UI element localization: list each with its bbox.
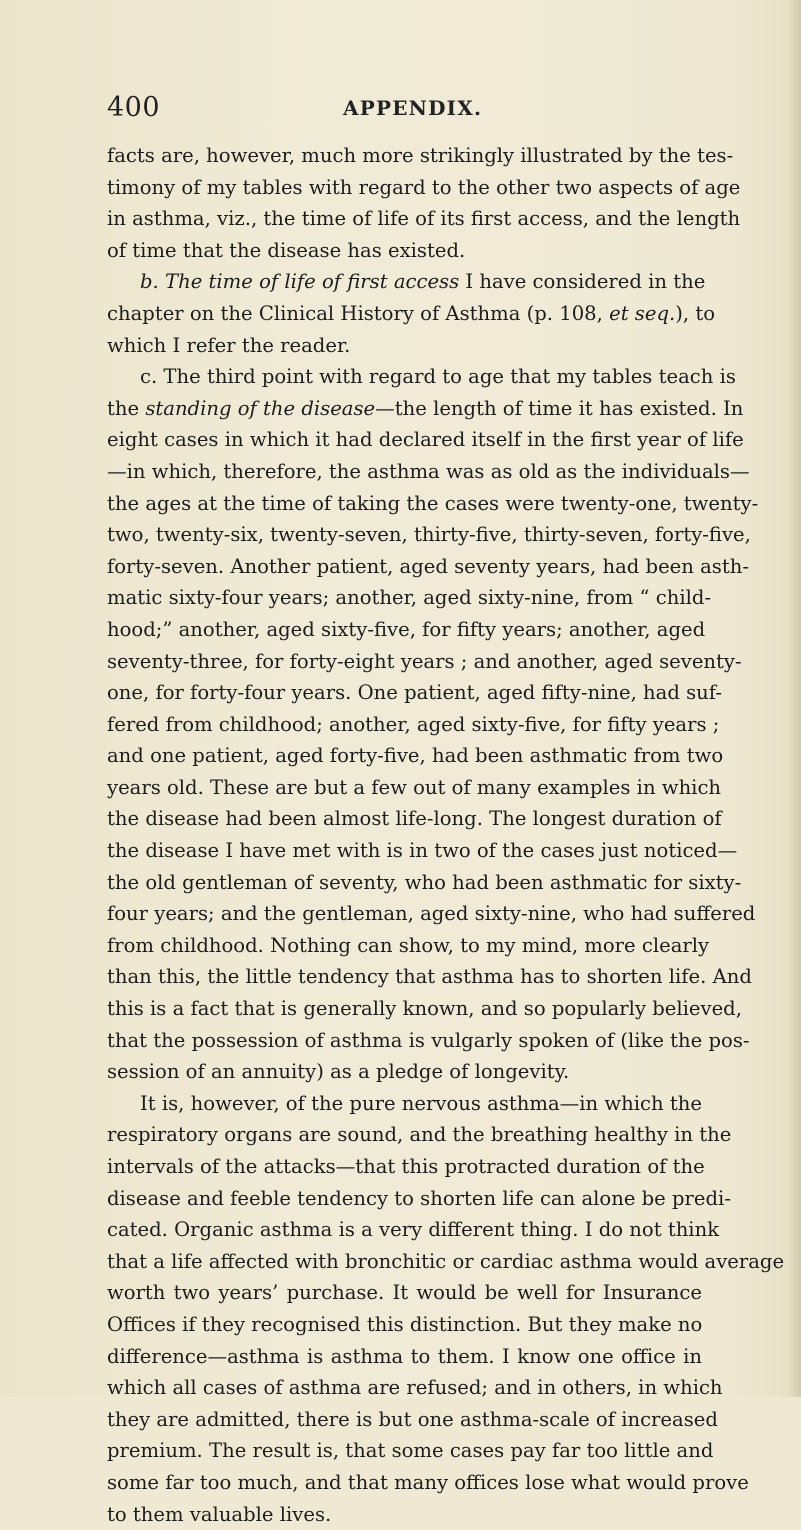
- running-head: APPENDIX.: [343, 96, 483, 120]
- text-line: the disease had been almost life-long. The longest duration of: [107, 807, 722, 831]
- text-line: seventy-three, for forty-eight years ; and another, aged seventy-: [107, 649, 742, 673]
- page-edge-shadow: [787, 0, 801, 1397]
- text-line: —in which, therefore, the asthma was as old as the individuals—: [107, 459, 750, 483]
- text-line: forty-seven. Another patient, aged seventy years, had been asth-: [107, 554, 749, 578]
- text-line: this is a fact that is generally known, and so popularly believed,: [107, 997, 742, 1021]
- text-line: premium. The result is, that some cases pay far too little and: [107, 1439, 714, 1463]
- text-line: in asthma, viz., the time of life of its first access, and the length: [107, 207, 741, 231]
- text-line: that the possession of asthma is vulgarly spoken of (like the pos-: [107, 1028, 750, 1052]
- text-line: of time that the disease has existed.: [107, 238, 466, 262]
- page-number: 400: [107, 92, 161, 123]
- body-text: [107, 140, 785, 1530]
- text-line: the standing of the disease—the length of time it has existed. In: [107, 396, 744, 420]
- text-line: which all cases of asthma are refused; and in others, in which: [107, 1376, 723, 1400]
- text-line: Offices if they recognised this distinction. But they make no: [107, 1312, 703, 1336]
- text-line: worth two years’ purchase. It would be well for Insurance: [107, 1281, 702, 1305]
- text-line: some far too much, and that many offices lose what would prove: [107, 1470, 749, 1494]
- text-line: intervals of the attacks—that this protracted duration of the: [107, 1155, 705, 1178]
- text-line: from childhood. Nothing can show, to my mind, more clearly: [107, 933, 710, 957]
- text-line: c. The third point with regard to age that my tables teach is: [140, 365, 736, 389]
- text-line: which I refer the reader.: [107, 333, 351, 357]
- page-header: [107, 92, 702, 136]
- text-line: than this, the little tendency that asthma has to shorten life. And: [107, 965, 752, 989]
- text-line: to them valuable lives.: [107, 1502, 332, 1526]
- text-line: eight cases in which it had declared itself in the first year of life: [107, 428, 744, 452]
- text-line: fered from childhood; another, aged sixty-five, for fifty years ;: [107, 712, 720, 736]
- text-line: two, twenty-six, twenty-seven, thirty-five, thirty-seven, forty-five,: [107, 523, 751, 547]
- text-line: facts are, however, much more strikingly illustrated by the tes-: [107, 144, 734, 167]
- text-line: respiratory organs are sound, and the breathing healthy in the: [107, 1123, 732, 1147]
- text-line: four years; and the gentleman, aged sixty-nine, who had suffered: [107, 902, 756, 926]
- text-line: It is, however, of the pure nervous asthma—in which the: [140, 1091, 702, 1115]
- text-line: the ages at the time of taking the cases were twenty-one, twenty-: [107, 491, 759, 515]
- text-line: hood;” another, aged sixty-five, for fifty years; another, aged: [107, 617, 706, 641]
- text-line: disease and feeble tendency to shorten life can alone be predi-: [107, 1186, 731, 1210]
- text-line: the old gentleman of seventy, who had been asthmatic for sixty-: [107, 870, 742, 894]
- text-line: timony of my tables with regard to the other two aspects of age: [107, 175, 741, 199]
- text-line: difference—asthma is asthma to them. I know one office in: [107, 1344, 702, 1368]
- text-line: the disease I have met with is in two of the cases just noticed—: [107, 839, 738, 863]
- section-marker-b: b.: [140, 270, 159, 294]
- text-line: cated. Organic asthma is a very different thing. I do not think: [107, 1218, 720, 1242]
- text-line: matic sixty-four years; another, aged sixty-nine, from “ child-: [107, 586, 712, 610]
- text-line: that a life affected with bronchitic or cardiac asthma would average: [107, 1249, 785, 1273]
- text-line: one, for forty-four years. One patient, aged fifty-nine, had suf-: [107, 681, 722, 705]
- text-line-b: [107, 266, 706, 298]
- text-line: and one patient, aged forty-five, had been asthmatic from two: [107, 744, 724, 768]
- text-line: chapter on the Clinical History of Asthma (p. 108, et seq.), to: [107, 301, 716, 325]
- text-line: years old. These are but a few out of many examples in which: [107, 775, 722, 799]
- text-line: they are admitted, there is but one asthma-scale of increased: [107, 1407, 718, 1431]
- italic-phrase: The time of life of first access I have considered in the: [165, 270, 706, 294]
- text-line: session of an annuity) as a pledge of longevity.: [107, 1060, 570, 1084]
